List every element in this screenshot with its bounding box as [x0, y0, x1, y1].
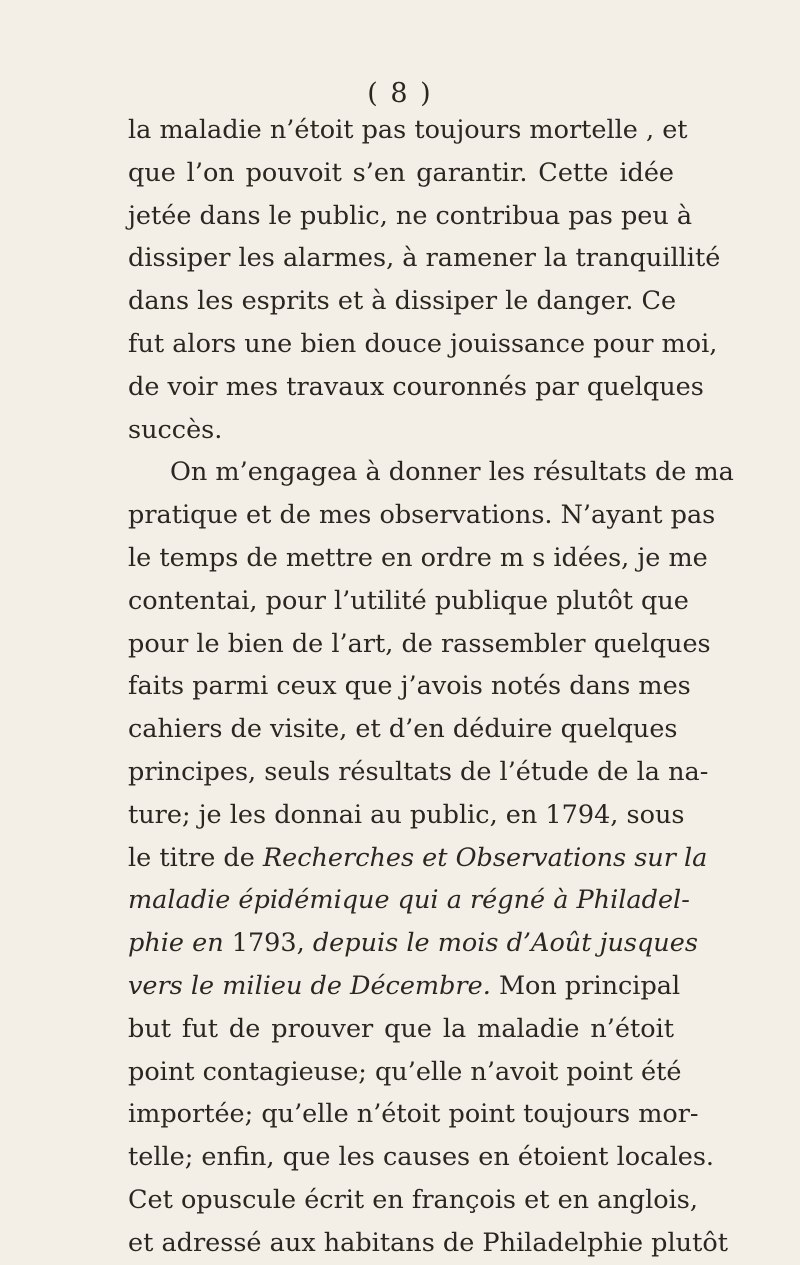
text-line: ture; je les donnai au public, en 1794, sous [128, 799, 685, 830]
text-continuation: Mon principal [498, 970, 681, 1001]
text-line [128, 879, 690, 922]
work-title: maladie épidémique qui a régné à Philadel- [128, 885, 690, 916]
text-line: faits parmi ceux que j’avois notés dans mes [128, 671, 691, 702]
text-line: principes, seuls résultats de l’étude de la na- [128, 756, 709, 787]
text-line: succès. [128, 414, 223, 445]
work-title-year: 1793, [231, 928, 305, 959]
text-line: but fut de prouver que la maladie n’étoit [128, 1013, 674, 1044]
text-line: jetée dans le public, ne contribua pas peu à [128, 200, 693, 231]
title-prefix: le titre de [128, 842, 255, 873]
work-title: Recherches et Observations sur la [262, 842, 708, 873]
text-line: la maladie n’étoit pas toujours mortelle , et [128, 115, 688, 145]
text-line: de voir mes travaux couronnés par quelques [128, 371, 704, 402]
text-line: On m’engagea à donner les résultats de ma [170, 457, 734, 488]
work-title: vers le milieu de Décembre. [128, 970, 491, 1001]
text-line: et adressé aux habitans de Philadelphie plutôt [128, 1227, 728, 1258]
text-line: le temps de mettre en ordre m s idées, je me [128, 542, 708, 573]
work-title: phie en [128, 928, 224, 959]
text-line: cahiers de visite, et d’en déduire quelques [128, 714, 678, 745]
work-title: depuis le mois d’Août jusques [312, 928, 698, 959]
text-line: dissiper les alarmes, à ramener la tranquillité [128, 243, 721, 274]
text-line [128, 837, 708, 880]
text-line [128, 922, 698, 965]
text-line: point contagieuse; qu’elle n’avoit point été [128, 1056, 682, 1087]
text-line [128, 965, 681, 1008]
text-line: dans les esprits et à dissiper le danger. Ce [128, 286, 677, 317]
body-text [128, 109, 734, 1265]
text-line: importée; qu’elle n’étoit point toujours mor- [128, 1099, 699, 1130]
text-line: que l’on pouvoit s’en garantir. Cette idée [128, 157, 674, 188]
text-line: pratique et de mes observations. N’ayant pas [128, 500, 716, 531]
page-number: ( 8 ) [367, 78, 433, 109]
text-line: telle; enfin, que les causes en étoient locales. [128, 1142, 715, 1173]
text-line: Cet opuscule écrit en françois et en anglois, [128, 1184, 698, 1215]
text-line: contentai, pour l’utilité publique plutôt que [128, 585, 689, 616]
text-line: pour le bien de l’art, de rassembler quelques [128, 628, 711, 659]
text-line: fut alors une bien douce jouissance pour moi, [128, 328, 718, 359]
